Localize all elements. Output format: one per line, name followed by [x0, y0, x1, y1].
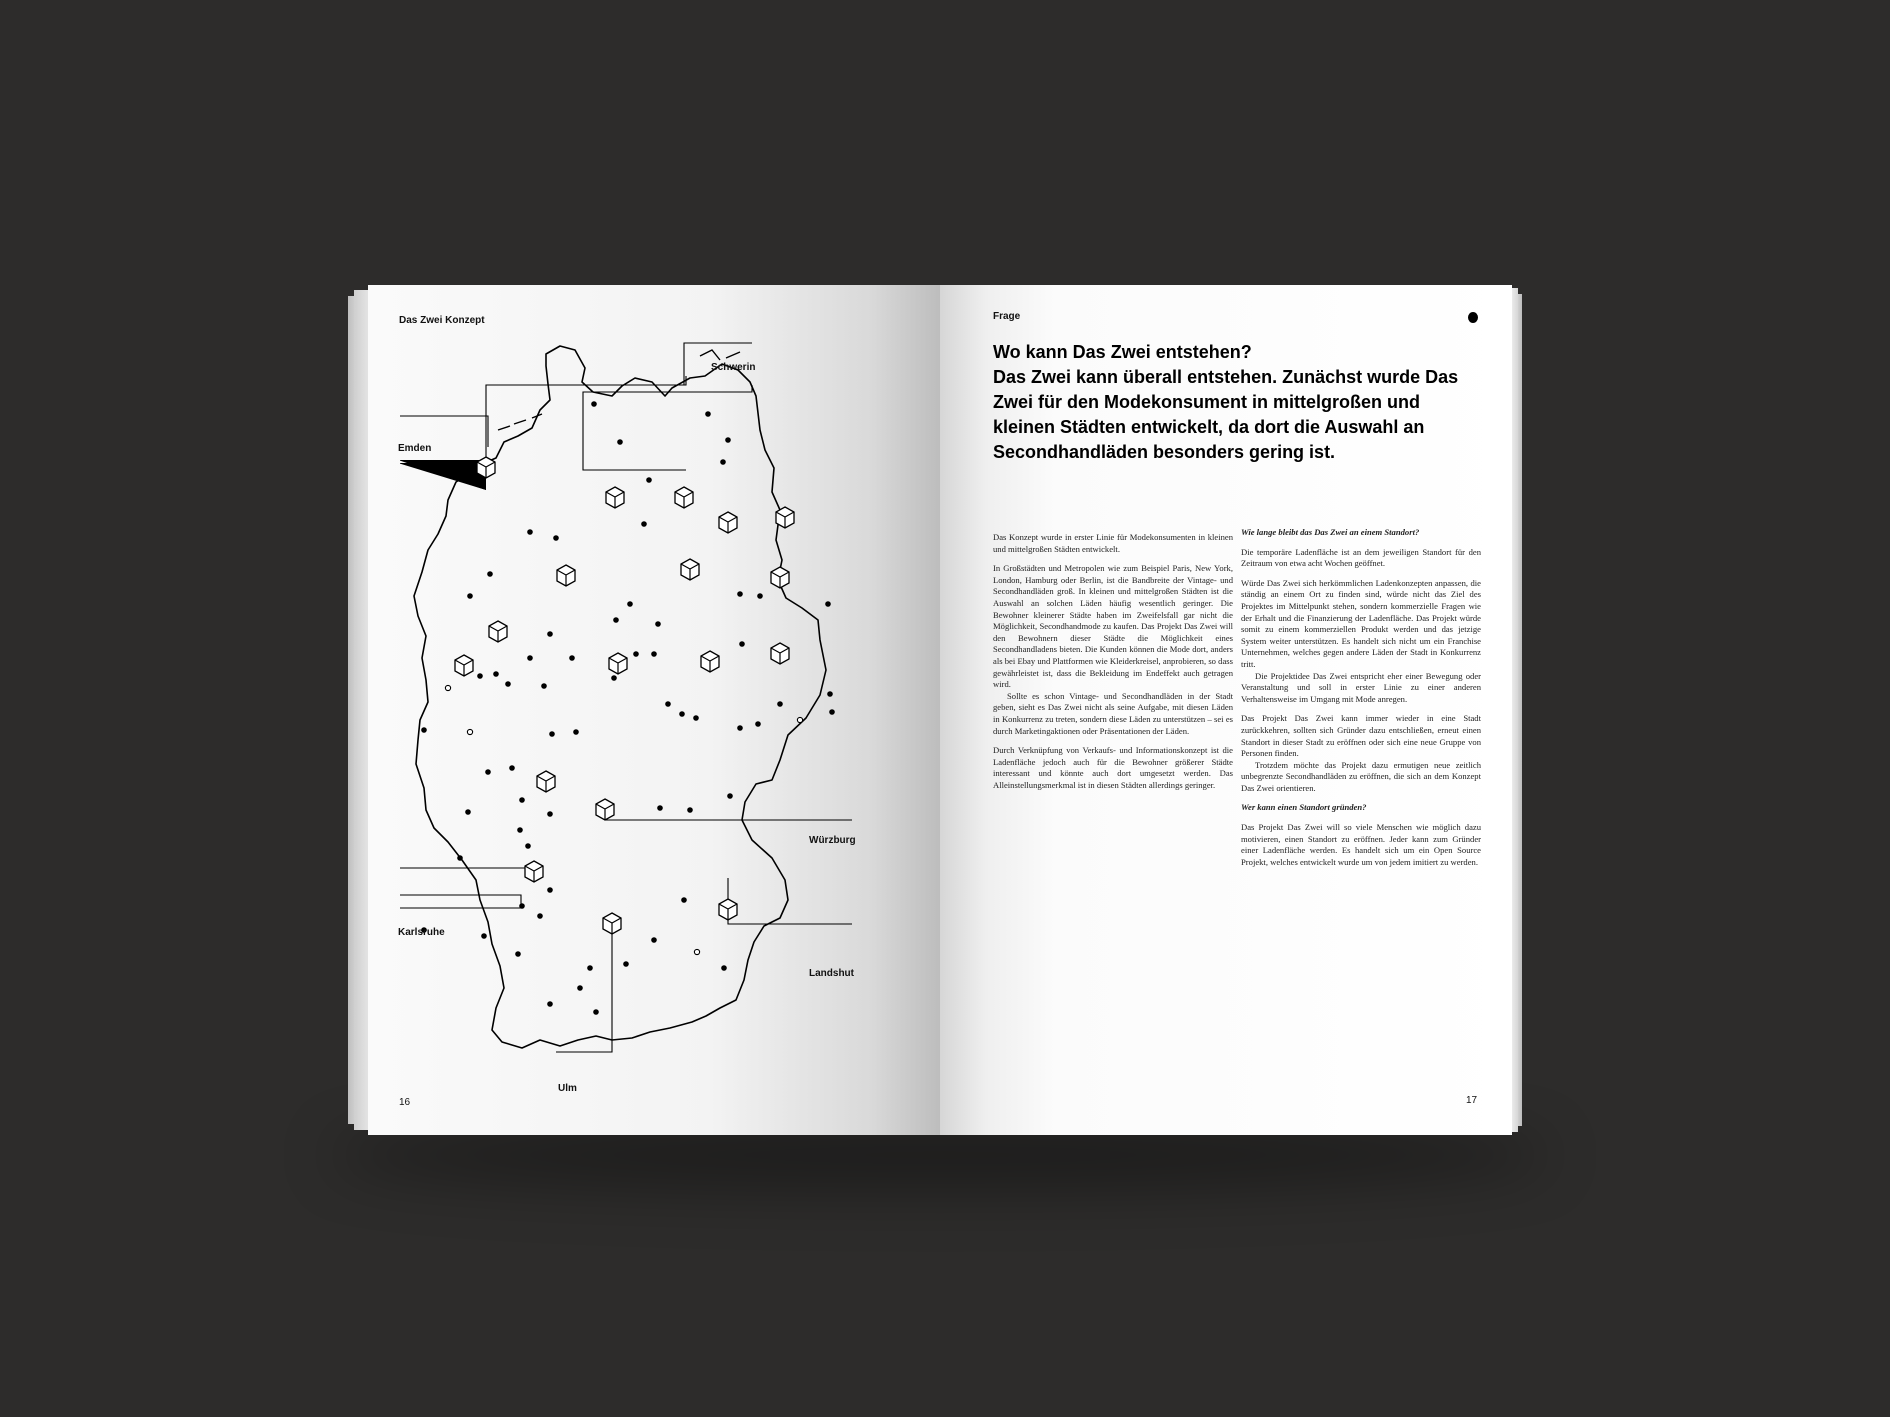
cube-marker	[455, 655, 473, 676]
cube-marker	[477, 457, 495, 478]
right-page-number: 17	[1466, 1095, 1478, 1106]
cube-marker	[701, 651, 719, 672]
text-column-1	[993, 532, 1233, 799]
subheading: Wie lange bleibt das Das Zwei an einem Standort?	[1241, 527, 1420, 537]
cube-marker	[525, 861, 543, 882]
page-marker-dot	[1468, 312, 1478, 323]
cube-marker	[719, 512, 737, 533]
leader-lines	[400, 376, 752, 908]
left-page-number: 16	[399, 1097, 411, 1108]
germany-outline	[414, 346, 826, 1048]
cube-marker	[606, 487, 624, 508]
right-page-header: Frage	[993, 311, 1021, 322]
cube-marker	[603, 913, 621, 934]
cube-marker	[776, 507, 794, 528]
paragraph: Sollte es schon Vintage- und Secondhandläden in der Stadt geben, sieht es Das Zwei nicht als seine Aufgabe, mit diesen Läden in Konkurrenz zu treten, sondern diese Läden zu unterstützen – sei es durch Marketingaktionen oder Präsentationen der Läden.	[993, 690, 1233, 736]
cube-marker	[489, 621, 507, 642]
paragraph: Durch Verknüpfung von Verkaufs- und Informationskonzept ist die Ladenfläche jedoch auch für die Bewohner größerer Städte interessant und könnte auch dort umgesetzt werden. Das Alleinstellungsmerkmal ist in diesen Städten allerdings geringer.	[993, 745, 1233, 790]
paragraph: Das Projekt Das Zwei kann immer wieder in eine Stadt zurückkehren, sollten sich Gründer dazu entschließen, erneut einen Standort in dieser Stadt zu eröffnen oder sich eine neue Gruppe von Personen finden.	[1241, 713, 1481, 759]
paragraph: Das Konzept wurde in erster Linie für Modekonsumenten in kleinen und mittelgroßen Städten entwickelt.	[993, 532, 1233, 554]
germany-map	[400, 340, 880, 1070]
page-title	[993, 340, 1473, 465]
city-label-emden: Emden	[398, 443, 432, 454]
cube-marker	[609, 653, 627, 674]
cube-marker	[771, 643, 789, 664]
cube-marker	[557, 565, 575, 586]
cube-marker	[537, 771, 555, 792]
cube-marker	[596, 799, 614, 820]
city-label-schwerin: Schwerin	[711, 362, 756, 373]
paragraph: In Großstädten und Metropolen wie zum Beispiel Paris, New York, London, Hamburg oder Berlin, ist die Bandbreite der Vintage- und Secondhandläden groß. In kleinen und mittelgroßen Städten ist die Auswahl an solchen Läden häufig wesentlich geringer. Die Bewohner kleinerer Städte haben im Zweifelsfall gar nicht die Möglichkeit, Secondhandmode zu kaufen. Das Projekt Das Zwei will den Bewohnern dieser Städte die Möglichkeit eines Secondhandladens bieten. Die Kunden können die Mode dort, anders als bei Ebay und Plattformen wie Kleiderkreisel, anprobieren, so dass gewährleistet ist, dass die Bekleidung im Endeffekt auch getragen wird.	[993, 563, 1233, 690]
cube-marker	[675, 487, 693, 508]
city-label-wuerzburg: Würzburg	[809, 835, 856, 846]
paragraph: Das Projekt Das Zwei will so viele Menschen wie möglich dazu motivieren, einen Standort zu eröffnen. Jeder kann zum Gründer einer Ladenfläche werden. Es handelt sich um ein Open Source Projekt, welches entwickelt wurde um von jedem imitiert zu werden.	[1241, 822, 1481, 867]
paragraph: Die temporäre Ladenfläche ist an dem jeweiligen Standort für den Zeitraum von etwa acht Wochen geöffnet.	[1241, 546, 1481, 569]
left-page-header: Das Zwei Konzept	[399, 315, 485, 326]
title-answer: Das Zwei kann überall entstehen. Zunächst wurde Das Zwei für den Modekonsument in mittelgroßen und kleinen Städten entwickelt, da dort die Auswahl an Secondhandläden besonders gering ist.	[993, 367, 1459, 462]
paragraph: Trotzdem möchte das Projekt dazu ermutigen neue zeitlich unbegrenzte Secondhandläden zu eröffnen, die sich an dem Konzept Das Zwei orientieren.	[1241, 759, 1481, 793]
city-label-landshut: Landshut	[809, 968, 854, 979]
paragraph: Die Projektidee Das Zwei entspricht eher einer Bewegung oder Veranstaltung und soll in erster Linie zu einer anderen Verhaltensweise im Umgang mit Mode anregen.	[1241, 670, 1481, 704]
city-label-karlsruhe: Karlsruhe	[398, 927, 445, 938]
cube-marker	[719, 899, 737, 920]
city-label-ulm: Ulm	[558, 1083, 577, 1094]
paragraph: Würde Das Zwei sich herkömmlichen Ladenkonzepten anpassen, die ständig an einem Ort zu finden sind, würde nicht das Ziel des Projektes im Mittelpunkt stehen, sondern kommerzielle Fragen wie der Erhalt und die Finanzierung der Ladenfläche. Das Projekt würde somit zu einem kommerziellen Produkt werden und das jetzige System weiter unterstützen. Es handelt sich nicht um ein Franchise Unternehmen, welches gegen andere Läden der Stadt in Konkurrenz tritt.	[1241, 577, 1481, 669]
subheading: Wer kann einen Standort gründen?	[1241, 802, 1367, 813]
title-question: Wo kann Das Zwei entstehen?	[993, 342, 1252, 362]
cube-marker	[771, 567, 789, 588]
cube-marker	[681, 559, 699, 580]
text-column-2	[1241, 527, 1481, 876]
